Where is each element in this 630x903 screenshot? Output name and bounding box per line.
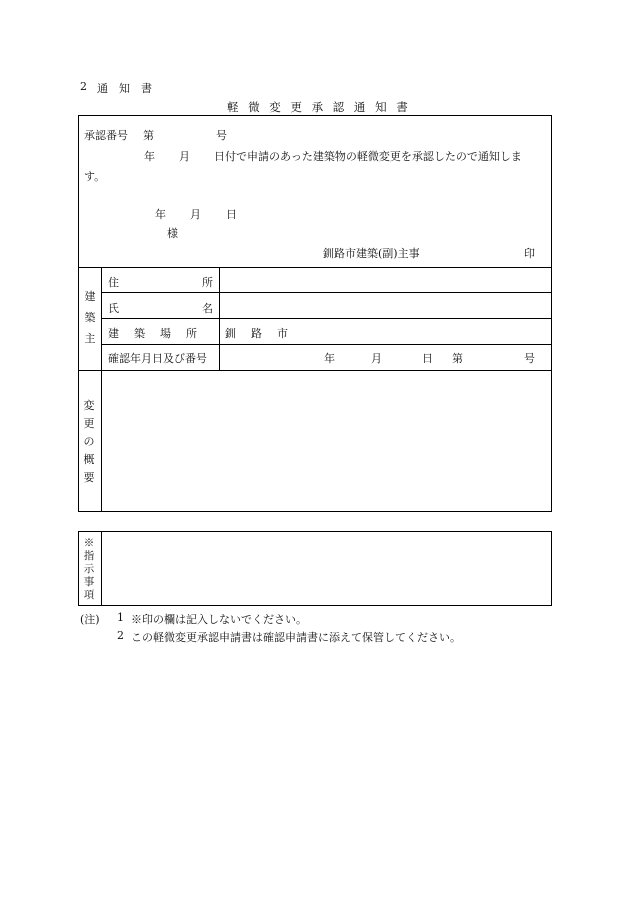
address-label-a: 住 bbox=[108, 276, 119, 289]
issuer: 釧路市建築(副)主事 bbox=[323, 247, 420, 260]
confirm-dai: 第 bbox=[452, 352, 463, 365]
note-2-number: 2 bbox=[117, 629, 124, 642]
approval-number-dai: 第 bbox=[143, 129, 154, 142]
body-text-line1: 日付で申請のあった建築物の軽微変更を承認したので通知しま bbox=[214, 150, 522, 163]
note-2-text: この軽微変更承認申請書は確認申請書に添えて保管してください。 bbox=[131, 631, 461, 644]
date-month: 月 bbox=[190, 208, 201, 221]
instructions-label: ※指示事項 bbox=[83, 537, 95, 601]
notes-prefix: (注) bbox=[80, 613, 100, 626]
confirm-month: 月 bbox=[371, 352, 382, 365]
site-value: 釧 路 市 bbox=[225, 327, 290, 340]
name-label-b: 名 bbox=[202, 302, 213, 315]
confirm-go: 号 bbox=[524, 352, 535, 365]
confirm-day: 日 bbox=[422, 352, 433, 365]
approval-number-label: 承認番号 bbox=[84, 129, 128, 142]
confirm-year: 年 bbox=[324, 352, 335, 365]
owner-section-bottom-line bbox=[78, 370, 552, 371]
summary-label: 変更の概要 bbox=[83, 399, 95, 484]
summary-content-area[interactable] bbox=[103, 372, 550, 510]
date-year: 年 bbox=[155, 208, 166, 221]
seal-mark: 印 bbox=[524, 247, 535, 260]
owner-section-top-line bbox=[78, 267, 552, 268]
owner-row-line-2 bbox=[101, 318, 552, 319]
instructions-label-divider bbox=[101, 531, 102, 606]
owner-row-line-3 bbox=[101, 344, 552, 345]
instructions-content-area[interactable] bbox=[103, 533, 550, 604]
date-day: 日 bbox=[226, 208, 237, 221]
approval-number-go: 号 bbox=[216, 129, 227, 142]
body-month: 月 bbox=[179, 150, 190, 163]
form-title: 軽 微 変 更 承 認 通 知 書 bbox=[227, 100, 411, 114]
body-text-line2: す。 bbox=[84, 170, 106, 183]
confirm-label: 確認年月日及び番号 bbox=[108, 352, 207, 365]
section-title: 通 知 書 bbox=[97, 82, 152, 95]
owner-row-line-1 bbox=[101, 292, 552, 293]
addressee-suffix: 様 bbox=[167, 227, 178, 240]
note-1-text: ※印の欄は記入しないでください。 bbox=[131, 613, 307, 626]
note-1-number: 1 bbox=[117, 611, 124, 624]
site-label: 建 築 場 所 bbox=[108, 327, 199, 340]
name-label-a: 氏 bbox=[108, 302, 119, 315]
section-number: 2 bbox=[80, 80, 87, 93]
body-year: 年 bbox=[144, 150, 155, 163]
address-label-b: 所 bbox=[202, 276, 213, 289]
owner-group-label: 建築主 bbox=[84, 290, 96, 345]
summary-label-divider bbox=[101, 370, 102, 511]
